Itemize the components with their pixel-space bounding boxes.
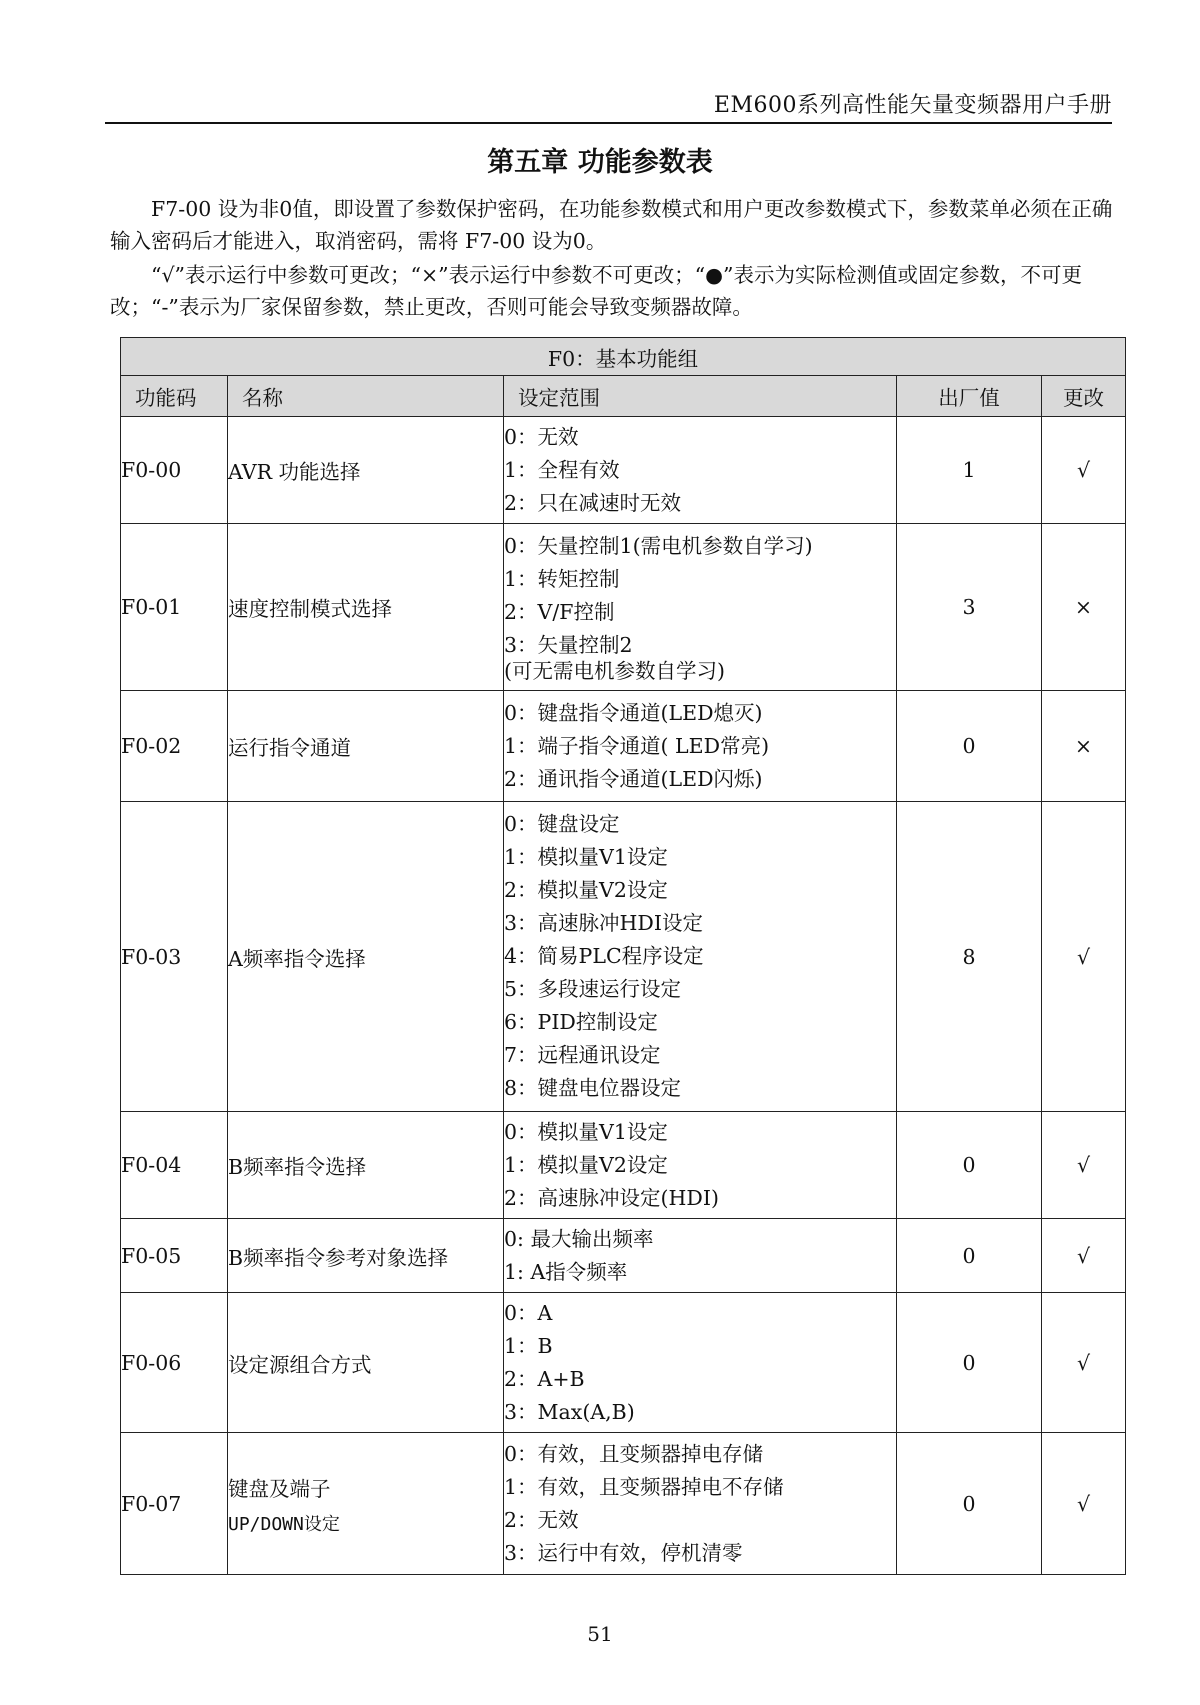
range-option: 0：键盘设定 xyxy=(504,812,620,836)
range-option: 1：B xyxy=(504,1333,553,1358)
column-header-range: 设定范围 xyxy=(504,376,897,417)
running-header: EM600系列高性能矢量变频器用户手册 xyxy=(713,93,1112,118)
param-range xyxy=(504,1293,897,1433)
param-range xyxy=(504,1112,897,1219)
group-title: F0：基本功能组 xyxy=(121,338,1126,376)
param-change-mark: √ xyxy=(1042,417,1126,524)
param-name: 运行指令通道 xyxy=(228,691,504,802)
param-name: A频率指令选择 xyxy=(228,802,504,1112)
param-default: 0 xyxy=(897,691,1042,802)
range-option: 1：模拟量V2设定 xyxy=(504,1152,668,1177)
param-name-subline: UP/DOWN设定 xyxy=(228,1513,340,1535)
range-option: 1：端子指令通道( LED常亮) xyxy=(504,733,770,758)
table-header-row xyxy=(121,376,1126,417)
range-option: 0：矢量控制1(需电机参数自学习) xyxy=(504,534,813,558)
range-option: 3：高速脉冲HDI设定 xyxy=(504,911,703,935)
param-range xyxy=(504,802,897,1112)
range-option: 4：简易PLC程序设定 xyxy=(504,944,704,968)
intro-paragraph-legend xyxy=(110,259,1115,323)
range-option: 2：通讯指令通道(LED闪烁) xyxy=(504,766,763,791)
table-row xyxy=(121,1293,1126,1433)
range-option: 0：模拟量V1设定 xyxy=(504,1119,668,1144)
param-default: 0 xyxy=(897,1112,1042,1219)
param-change-mark: √ xyxy=(1042,1293,1126,1433)
range-option: 2：模拟量V2设定 xyxy=(504,878,668,902)
param-range xyxy=(504,691,897,802)
param-name xyxy=(228,1433,504,1575)
param-change-mark: √ xyxy=(1042,802,1126,1112)
table-row xyxy=(121,1112,1126,1219)
param-default: 3 xyxy=(897,524,1042,691)
range-option: 1：模拟量V1设定 xyxy=(504,845,668,869)
table-row xyxy=(121,524,1126,691)
range-option: 0：A xyxy=(504,1300,553,1325)
range-option: 0：无效 xyxy=(504,424,579,449)
column-header-change: 更改 xyxy=(1042,376,1126,417)
table-row xyxy=(121,1433,1126,1575)
param-change-mark: √ xyxy=(1042,1112,1126,1219)
range-option: 5：多段速运行设定 xyxy=(504,977,682,1001)
range-option: (可无需电机参数自学习) xyxy=(504,659,725,683)
range-option: 0: 最大输出频率 xyxy=(504,1226,654,1251)
param-code: F0-03 xyxy=(121,802,228,1112)
column-header-default: 出厂值 xyxy=(897,376,1042,417)
param-range xyxy=(504,524,897,691)
param-change-mark: √ xyxy=(1042,1433,1126,1575)
parameter-table xyxy=(120,337,1126,1575)
param-default: 0 xyxy=(897,1219,1042,1293)
param-code: F0-01 xyxy=(121,524,228,691)
param-code: F0-05 xyxy=(121,1219,228,1293)
range-option: 1：全程有效 xyxy=(504,457,620,482)
param-range xyxy=(504,1433,897,1575)
range-option: 1：有效，且变频器掉电不存储 xyxy=(504,1474,784,1499)
intro-text: “√”表示运行中参数可更改；“×”表示运行中参数不可更改；“●”表示为实际检测值或固定参数，不可更改；“-”表示为厂家保留参数，禁止更改，否则可能会导致变频器故障。 xyxy=(110,263,1083,319)
param-default: 0 xyxy=(897,1433,1042,1575)
param-code: F0-06 xyxy=(121,1293,228,1433)
range-option: 8：键盘电位器设定 xyxy=(504,1076,682,1100)
range-option: 2：无效 xyxy=(504,1507,579,1532)
param-code: F0-04 xyxy=(121,1112,228,1219)
param-name: AVR 功能选择 xyxy=(228,417,504,524)
param-code: F0-02 xyxy=(121,691,228,802)
param-name: 速度控制模式选择 xyxy=(228,524,504,691)
page-number: 51 xyxy=(587,1622,613,1646)
chapter-title: 第五章 功能参数表 xyxy=(487,147,713,178)
range-option: 0：有效，且变频器掉电存储 xyxy=(504,1441,764,1466)
param-default: 0 xyxy=(897,1293,1042,1433)
range-option: 0：键盘指令通道(LED熄灭) xyxy=(504,700,763,725)
column-header-code: 功能码 xyxy=(121,376,228,417)
param-default: 8 xyxy=(897,802,1042,1112)
table-row xyxy=(121,691,1126,802)
param-default: 1 xyxy=(897,417,1042,524)
range-option: 2：A+B xyxy=(504,1366,585,1391)
range-option: 3：矢量控制2 xyxy=(504,633,633,657)
table-row xyxy=(121,1219,1126,1293)
range-option: 1：转矩控制 xyxy=(504,567,620,591)
param-change-mark: × xyxy=(1042,691,1126,802)
range-option: 1: A指令频率 xyxy=(504,1259,628,1284)
param-name: B频率指令选择 xyxy=(228,1112,504,1219)
intro-text: F7-00 设为非0值，即设置了参数保护密码，在功能参数模式和用户更改参数模式下，参数菜单必须在正确输入密码后才能进入，取消密码，需将 F7-00 设为0。 xyxy=(110,197,1113,253)
header-rule xyxy=(105,122,1112,124)
table-row xyxy=(121,417,1126,524)
range-option: 3：运行中有效，停机清零 xyxy=(504,1540,743,1565)
param-change-mark: √ xyxy=(1042,1219,1126,1293)
range-option: 3：Max(A,B) xyxy=(504,1399,635,1424)
param-name: 设定源组合方式 xyxy=(228,1293,504,1433)
table-row xyxy=(121,802,1126,1112)
param-code: F0-00 xyxy=(121,417,228,524)
param-name-line: 键盘及端子 xyxy=(228,1476,331,1501)
range-option: 2：V/F控制 xyxy=(504,600,615,624)
param-range xyxy=(504,1219,897,1293)
range-option: 6：PID控制设定 xyxy=(504,1010,658,1034)
range-option: 7：远程通讯设定 xyxy=(504,1043,661,1067)
range-option: 2：高速脉冲设定(HDI) xyxy=(504,1185,719,1210)
intro-paragraph-password xyxy=(110,193,1115,257)
param-range xyxy=(504,417,897,524)
table-group-row xyxy=(121,338,1126,376)
param-name: B频率指令参考对象选择 xyxy=(228,1219,504,1293)
range-option: 2：只在减速时无效 xyxy=(504,490,682,515)
param-code: F0-07 xyxy=(121,1433,228,1575)
param-change-mark: × xyxy=(1042,524,1126,691)
column-header-name: 名称 xyxy=(228,376,504,417)
